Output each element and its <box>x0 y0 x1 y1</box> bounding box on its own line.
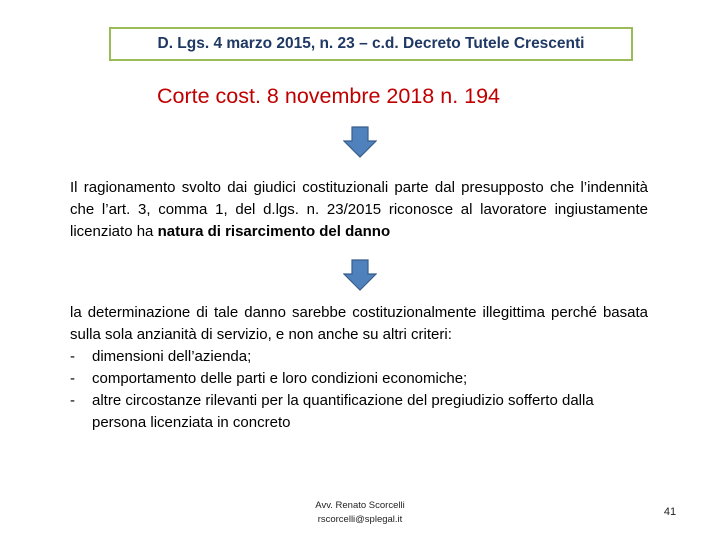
footer-author: Avv. Renato Scorcelli <box>315 500 405 511</box>
paragraph-reasoning <box>70 177 648 243</box>
subtitle: Corte cost. 8 novembre 2018 n. 194 <box>157 84 501 108</box>
header-box <box>109 27 633 61</box>
footer-email: rscorcelli@splegal.it <box>317 514 403 525</box>
list-item-text: dimensioni dell’azienda; <box>92 348 252 365</box>
footer <box>290 499 430 527</box>
header-title: D. Lgs. 4 marzo 2015, n. 23 – c.d. Decreto Tutele Crescenti <box>157 35 585 52</box>
list-item <box>70 390 650 434</box>
list-item <box>70 346 650 368</box>
list-dash: - <box>70 392 75 409</box>
list-item <box>70 368 650 390</box>
criteria-list <box>70 346 650 434</box>
list-item-text: comportamento delle parti e loro condizioni economiche; <box>92 370 468 387</box>
page-number: 41 <box>663 506 677 518</box>
down-arrow-icon <box>343 126 377 158</box>
list-dash: - <box>70 348 75 365</box>
paragraph-reasoning-bold: natura di risarcimento del danno <box>157 223 391 240</box>
paragraph-reasoning-text: Il ragionamento svolto dai giudici costituzionali parte dal presupposto che l’indennità che l’art. 3, comma 1, del d.lgs. n. 23/2015 riconosce al lavoratore ingiustamente licenziato ha <box>70 179 648 240</box>
list-item-text: altre circostanze rilevanti per la quantificazione del pregiudizio sofferto dalla persona licenziata in concreto <box>92 392 594 431</box>
paragraph-determination: la determinazione di tale danno sarebbe costituzionalmente illegittima perché basata sulla sola anzianità di servizio, e non anche su altri criteri: <box>70 304 648 343</box>
down-arrow-icon <box>343 259 377 291</box>
list-dash: - <box>70 370 75 387</box>
